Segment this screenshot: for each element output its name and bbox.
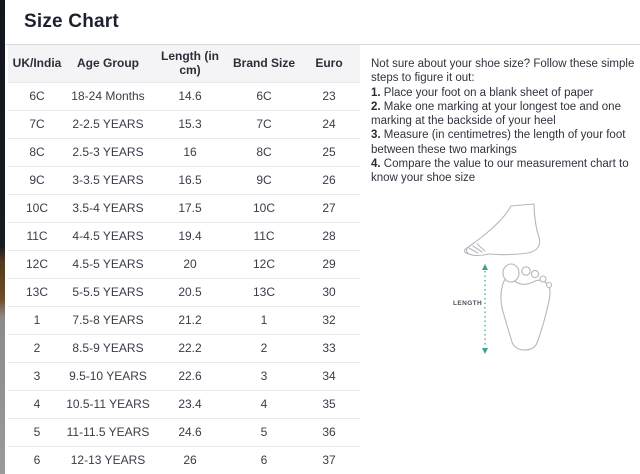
table-row xyxy=(8,418,360,446)
size-chart-modal xyxy=(5,0,640,474)
table-cell: 36 xyxy=(298,418,360,446)
table-cell: 11C xyxy=(230,222,298,250)
table-row xyxy=(8,82,360,110)
table-cell: 9C xyxy=(230,166,298,194)
instruction-step: 1. Place your foot on a blank sheet of paper xyxy=(371,86,594,99)
length-label: LENGTH xyxy=(453,300,483,307)
table-cell: 23 xyxy=(298,82,360,110)
table-row xyxy=(8,446,360,474)
table-row xyxy=(8,138,360,166)
table-cell: 7C xyxy=(230,110,298,138)
table-cell: 6 xyxy=(8,446,66,474)
table-cell: 6 xyxy=(230,446,298,474)
table-cell: 4 xyxy=(8,390,66,418)
table-row xyxy=(8,390,360,418)
measurement-guide xyxy=(360,45,640,474)
table-cell: 16.5 xyxy=(150,166,230,194)
table-cell: 20 xyxy=(150,250,230,278)
table-cell: 32 xyxy=(298,306,360,334)
size-chart-table xyxy=(8,45,360,474)
table-cell: 3 xyxy=(230,362,298,390)
content xyxy=(5,45,640,474)
table-cell: 33 xyxy=(298,334,360,362)
table-row xyxy=(8,222,360,250)
table-cell: 5 xyxy=(8,418,66,446)
column-header: Brand Size xyxy=(230,45,298,82)
table-cell: 6C xyxy=(230,82,298,110)
table-cell: 17.5 xyxy=(150,194,230,222)
table-row xyxy=(8,250,360,278)
table-cell: 11C xyxy=(8,222,66,250)
table-cell: 22.6 xyxy=(150,362,230,390)
table-row xyxy=(8,306,360,334)
table-cell: 21.2 xyxy=(150,306,230,334)
page-title: Size Chart xyxy=(24,11,119,32)
title-bar xyxy=(5,0,640,45)
table-cell: 26 xyxy=(298,166,360,194)
table-cell: 24.6 xyxy=(150,418,230,446)
step-number: 2. xyxy=(371,100,381,113)
table-cell: 10.5-11 YEARS xyxy=(66,390,150,418)
table-cell: 3.5-4 YEARS xyxy=(66,194,150,222)
instructions-intro: Not sure about your shoe size? Follow these simple steps to figure it out: xyxy=(371,58,635,85)
column-header: Length (in cm) xyxy=(150,45,230,82)
table-cell: 9.5-10 YEARS xyxy=(66,362,150,390)
instruction-step: 3. Measure (in centimetres) the length of your foot between these two markings xyxy=(371,129,626,156)
instructions xyxy=(371,57,637,187)
table-cell: 4 xyxy=(230,390,298,418)
table-cell: 18-24 Months xyxy=(66,82,150,110)
instruction-step: 2. Make one marking at your longest toe and one marking at the backside of your heel xyxy=(371,100,621,128)
table-cell: 7C xyxy=(8,110,66,138)
table-cell: 19.4 xyxy=(150,222,230,250)
column-header: UK/India xyxy=(8,45,66,82)
table-cell: 8C xyxy=(8,138,66,166)
table-cell: 12C xyxy=(8,250,66,278)
step-number: 1. xyxy=(371,86,381,99)
table-row xyxy=(8,194,360,222)
table-row xyxy=(8,166,360,194)
table-row xyxy=(8,334,360,362)
length-measure-line xyxy=(481,264,489,354)
foot-side-view-icon xyxy=(461,203,549,261)
table-cell: 3 xyxy=(8,362,66,390)
table-cell: 2 xyxy=(8,334,66,362)
table-cell: 11-11.5 YEARS xyxy=(66,418,150,446)
table-header-row xyxy=(8,45,360,82)
table-cell: 8C xyxy=(230,138,298,166)
table-cell: 10C xyxy=(230,194,298,222)
table-cell: 25 xyxy=(298,138,360,166)
table-row xyxy=(8,362,360,390)
table-row xyxy=(8,278,360,306)
step-number: 3. xyxy=(371,129,381,142)
table-cell: 24 xyxy=(298,110,360,138)
table-cell: 20.5 xyxy=(150,278,230,306)
table-cell: 15.3 xyxy=(150,110,230,138)
instruction-step: 4. Compare the value to our measurement chart to know your shoe size xyxy=(371,158,629,185)
table-cell: 34 xyxy=(298,362,360,390)
table-cell: 26 xyxy=(150,446,230,474)
column-header: Euro xyxy=(298,45,360,82)
table-cell: 5-5.5 YEARS xyxy=(66,278,150,306)
table-cell: 9C xyxy=(8,166,66,194)
step-number: 4. xyxy=(371,158,381,171)
table-cell: 8.5-9 YEARS xyxy=(66,334,150,362)
foot-sole-view-icon xyxy=(497,263,555,355)
table-cell: 22.2 xyxy=(150,334,230,362)
foot-measure-illustration xyxy=(371,195,637,379)
table-cell: 2 xyxy=(230,334,298,362)
column-header: Age Group xyxy=(66,45,150,82)
table-cell: 4.5-5 YEARS xyxy=(66,250,150,278)
table-cell: 16 xyxy=(150,138,230,166)
table-cell: 7.5-8 YEARS xyxy=(66,306,150,334)
table-cell: 2-2.5 YEARS xyxy=(66,110,150,138)
table-cell: 1 xyxy=(8,306,66,334)
table-cell: 23.4 xyxy=(150,390,230,418)
table-cell: 5 xyxy=(230,418,298,446)
table-cell: 37 xyxy=(298,446,360,474)
table-cell: 10C xyxy=(8,194,66,222)
table-cell: 12-13 YEARS xyxy=(66,446,150,474)
table-cell: 30 xyxy=(298,278,360,306)
table-row xyxy=(8,110,360,138)
table-cell: 2.5-3 YEARS xyxy=(66,138,150,166)
table-cell: 12C xyxy=(230,250,298,278)
table-cell: 29 xyxy=(298,250,360,278)
table-cell: 6C xyxy=(8,82,66,110)
table-cell: 13C xyxy=(230,278,298,306)
table-cell: 13C xyxy=(8,278,66,306)
table-cell: 1 xyxy=(230,306,298,334)
table-cell: 27 xyxy=(298,194,360,222)
size-table xyxy=(5,45,360,474)
table-cell: 4-4.5 YEARS xyxy=(66,222,150,250)
table-cell: 35 xyxy=(298,390,360,418)
table-cell: 14.6 xyxy=(150,82,230,110)
table-cell: 3-3.5 YEARS xyxy=(66,166,150,194)
table-cell: 28 xyxy=(298,222,360,250)
